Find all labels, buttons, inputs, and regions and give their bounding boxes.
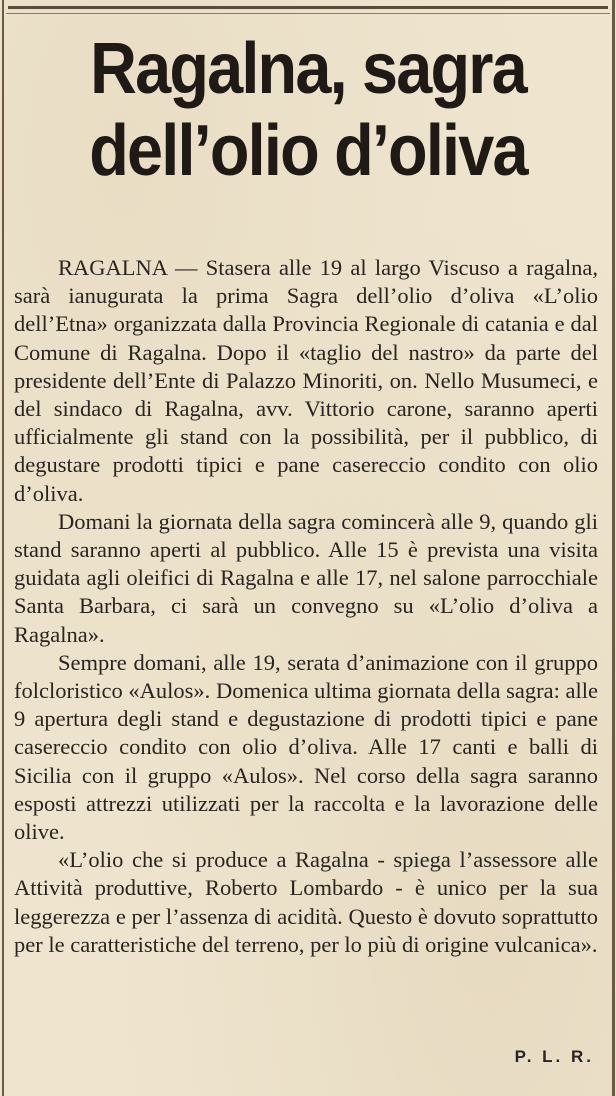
right-border [612, 0, 615, 1096]
top-rule [8, 6, 608, 9]
article-paragraph: Sempre domani, alle 19, serata d’animazione con il gruppo folcloristico «Aulos». Domenica ultima giornata della sagra: alle 9 apertura degli stand e degustazione di prodotti tipici e pane casereccio condito con olio d’oliva. Alle 17 canti e balli di Sicilia con il gruppo «Aulos». Nel corso della sagra saranno esposti attrezzi utilizzati per la raccolta e la lavorazione delle olive. [14, 649, 598, 845]
headline [40, 28, 576, 192]
article-paragraph: «L’olio che si produce a Ragalna - spiega l’assessore alle Attività produttive, Roberto Lombardo - è unico per la sua leggerezza e per l’assenza di acidità. Questo è dovuto soprattutto per le caratteristiche del terreno, per lo più di origine vulcanica». [14, 847, 598, 957]
left-border [2, 0, 4, 1096]
article-paragraph: RAGALNA — Stasera alle 19 al largo Viscuso a ragalna, sarà ianugurata la prima Sagra dell’olio d’oliva «L’olio dell’Etna» organizzata dalla Provincia Regionale di catania e dal Comune di Ragalna. Dopo il «taglio del nastro» da parte del presidente dell’Ente di Palazzo Minoriti, on. Nello Musumeci, e del sindaco di Ragalna, avv. Vittorio carone, saranno aperti ufficialmente gli stand con la possibilità, per il pubblico, di degustare prodotti tipici e pane casereccio condito con olio d’oliva. [14, 255, 598, 506]
headline-line-1: Ragalna, sagra [90, 29, 526, 109]
byline: P. L. R. [514, 1047, 594, 1066]
article-body [14, 254, 598, 959]
top-rule-thin [6, 13, 610, 14]
article-paragraph: Domani la giornata della sagra comincerà alle 9, quando gli stand saranno aperti al pubblico. Alle 15 è prevista una visita guidata agli oleifici di Ragalna e alle 17, nel salone parrocchiale Santa Barbara, ci sarà un convegno su «L’olio d’oliva a Ragalna». [14, 508, 598, 647]
headline-line-2: dell’olio d’oliva [89, 111, 527, 191]
